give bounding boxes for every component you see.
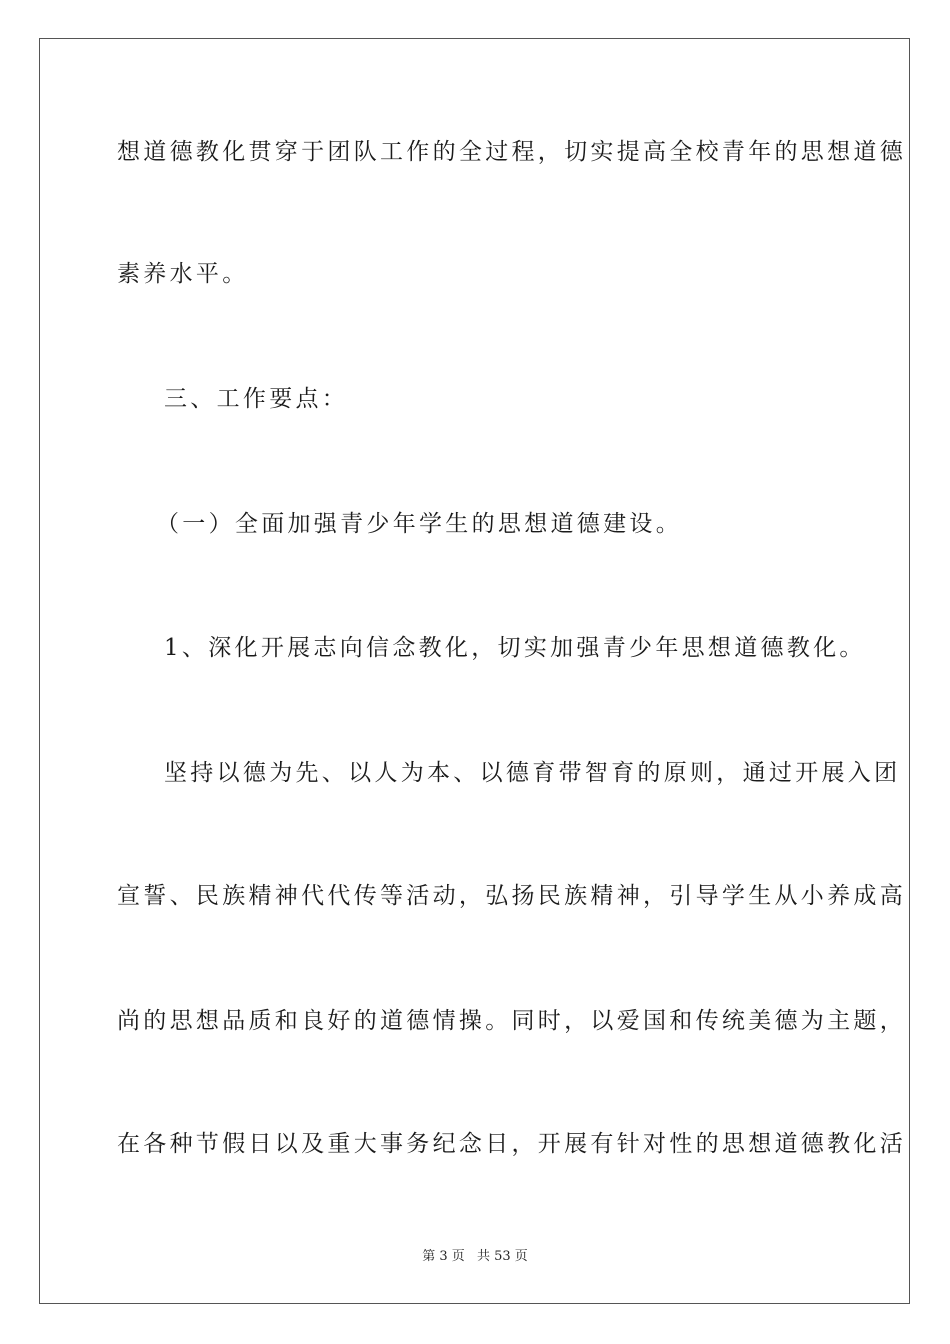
paragraph-line-1: 坚持以德为先、以人为本、以德育带智育的原则，通过开展入团 (164, 760, 901, 786)
numbered-item-heading: 1、深化开展志向信念教化，切实加强青少年思想道德教化。 (164, 635, 866, 661)
page-border (39, 38, 910, 1304)
body-text-line-2: 素养水平。 (117, 261, 249, 287)
section-heading: 三、工作要点： (164, 386, 349, 412)
paragraph-line-3: 尚的思想品质和良好的道德情操。同时，以爱国和传统美德为主题， (117, 1008, 906, 1034)
subsection-heading: （一）全面加强青少年学生的思想道德建设。 (156, 511, 682, 537)
page-number: 第 3 页 (422, 1249, 465, 1264)
page-footer (0, 1248, 950, 1266)
page-total: 共 53 页 (476, 1249, 528, 1264)
body-text-line-1: 想道德教化贯穿于团队工作的全过程，切实提高全校青年的思想道德 (117, 139, 906, 165)
paragraph-line-2: 宣誓、民族精神代代传等活动，弘扬民族精神，引导学生从小养成高 (117, 883, 906, 909)
paragraph-line-4: 在各种节假日以及重大事务纪念日，开展有针对性的思想道德教化活 (117, 1131, 906, 1157)
